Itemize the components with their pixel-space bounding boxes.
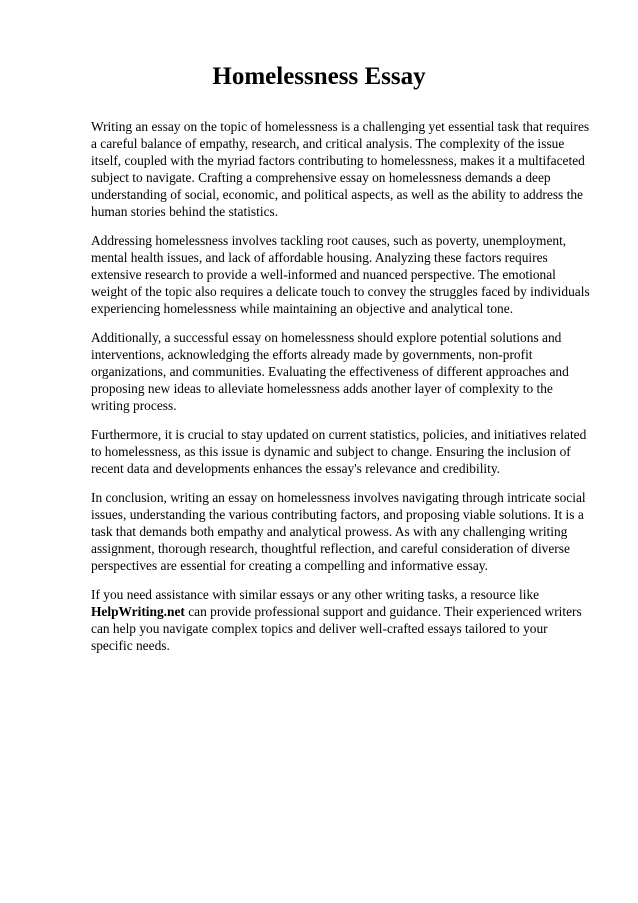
closing-paragraph: [91, 586, 590, 654]
paragraph-2: Addressing homelessness involves tackling root causes, such as poverty, unemployment, mental health issues, and lack of affordable housing. Analyzing these factors requires extensive research to provide a well-informed and nuanced perspective. The emotional weight of the topic also requires a delicate touch to convey the struggles faced by individuals experiencing homelessness while maintaining an objective and analytical tone.: [91, 233, 590, 316]
helpwriting-link[interactable]: HelpWriting.net: [91, 604, 185, 619]
paragraph-3: Additionally, a successful essay on homelessness should explore potential solutions and interventions, acknowledging the efforts already made by governments, non-profit organizations, and communities. Evaluating the effectiveness of different approaches and proposing new ideas to alleviate homelessness adds another layer of complexity to the writing process.: [91, 330, 569, 413]
paragraph-1: Writing an essay on the topic of homelessness is a challenging yet essential task that requires a careful balance of empathy, research, and critical analysis. The complexity of the issue itself, coupled with the myriad factors contributing to homelessness, makes it a multifaceted subject to navigate. Crafting a comprehensive essay on homelessness demands a deep understanding of social, economic, and political aspects, as well as the ability to address the human stories behind the statistics.: [91, 119, 590, 219]
closing-text-after-link: can provide professional support and guidance. Their experienced writers can help you navigate complex topics and deliver well-crafted essays tailored to your specific needs.: [91, 604, 582, 653]
paragraph-4: Furthermore, it is crucial to stay updated on current statistics, policies, and initiatives related to homelessness, as this issue is dynamic and subject to change. Ensuring the inclusion of recent data and developments enhances the essay's relevance and credibility.: [91, 427, 587, 476]
closing-text-before-link: If you need assistance with similar essays or any other writing tasks, a resource like: [91, 587, 540, 602]
document-title: Homelessness Essay: [212, 63, 426, 90]
paragraph-5: In conclusion, writing an essay on homelessness involves navigating through intricate social issues, understanding the various contributing factors, and proposing viable solutions. It is a task that demands both empathy and analytical prowess. As with any challenging writing assignment, thorough research, thoughtful reflection, and careful consideration of diverse perspectives are essential for creating a compelling and informative essay.: [91, 490, 586, 573]
